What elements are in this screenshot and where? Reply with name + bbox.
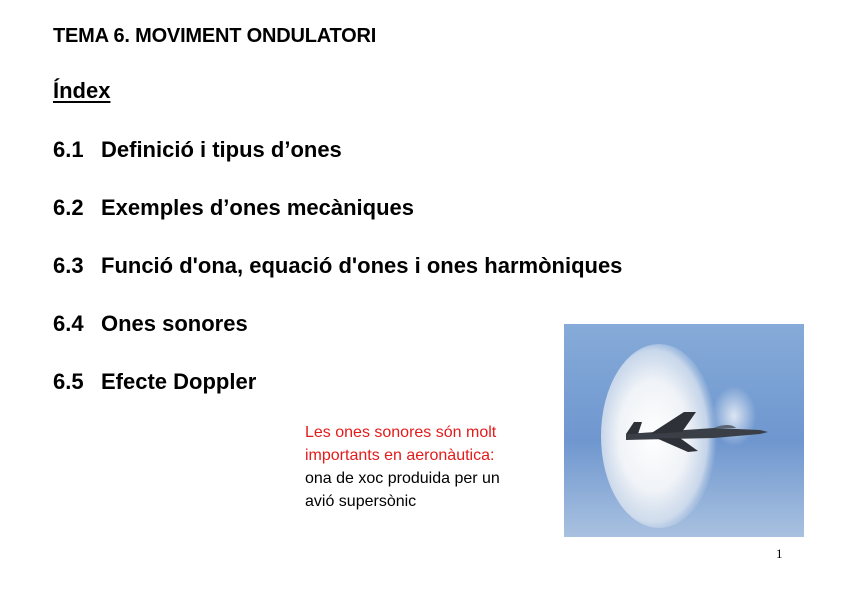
document-title: TEMA 6. MOVIMENT ONDULATORI xyxy=(53,25,377,47)
table-of-contents xyxy=(53,135,622,425)
caption-highlight-line: Les ones sonores són molt xyxy=(305,424,497,441)
toc-item xyxy=(53,309,622,367)
toc-item xyxy=(53,135,622,193)
toc-item-label: Funció d'ona, equació d'ones i ones harmòniques xyxy=(101,253,623,278)
toc-item-number: 6.3 xyxy=(53,253,84,278)
toc-item-label: Ones sonores xyxy=(101,311,248,336)
caption-line: ona de xoc produida per un xyxy=(305,470,500,487)
image-caption xyxy=(305,421,545,513)
caption-highlight-line: importants en aeronàutica: xyxy=(305,447,495,464)
index-heading: Índex xyxy=(53,78,111,103)
toc-item xyxy=(53,251,622,309)
toc-item-number: 6.1 xyxy=(53,137,84,162)
supersonic-jet-photo xyxy=(564,324,804,537)
toc-item-label: Exemples d’ones mecàniques xyxy=(101,195,415,220)
toc-item-number: 6.4 xyxy=(53,311,84,336)
toc-item-number: 6.2 xyxy=(53,195,84,220)
toc-item-label: Efecte Doppler xyxy=(101,369,257,394)
toc-item-number: 6.5 xyxy=(53,369,84,394)
page-number: 1 xyxy=(776,546,783,561)
caption-line: avió supersònic xyxy=(305,493,417,510)
toc-item xyxy=(53,193,622,251)
toc-item xyxy=(53,367,622,425)
toc-item-label: Definició i tipus d’ones xyxy=(101,137,342,162)
